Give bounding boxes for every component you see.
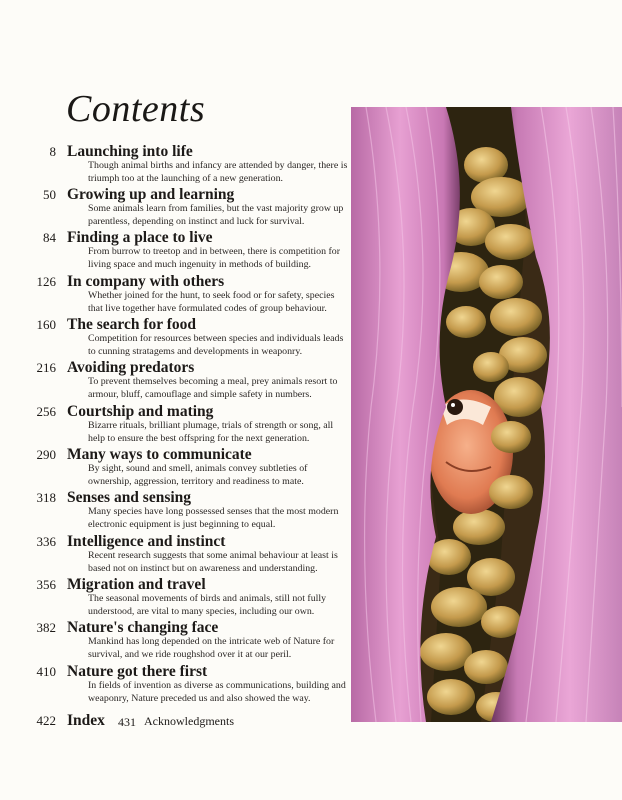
toc-heading[interactable]: Avoiding predators	[67, 359, 195, 376]
acknowledgments-label[interactable]: Acknowledgments	[144, 714, 234, 728]
toc-description: Bizarre rituals, brilliant plumage, trials of strength or song, all help to ensure the best offspring for the next generation.	[88, 420, 334, 444]
toc-description: Whether joined for the hunt, to seek food or for safety, species that live together have formulated codes of group behaviour.	[88, 290, 335, 314]
toc-page-number: 256	[36, 404, 56, 419]
toc-page-number: 382	[36, 620, 56, 635]
toc-page-number: 336	[36, 534, 56, 549]
toc-page-number: 50	[43, 187, 56, 202]
toc-description: Recent research suggests that some animal behaviour at least is based not on instinct but on awareness and understanding.	[88, 550, 338, 574]
toc-description: Many species have long possessed senses that the most modern electronic equipment is just beginning to equal.	[88, 506, 339, 530]
toc-page-number: 410	[36, 664, 56, 679]
toc-description: Competition for resources between species and individuals leads to cunning stratagems and developments in weaponry.	[88, 333, 344, 357]
toc-heading[interactable]: The search for food	[67, 316, 197, 333]
toc-description: Though animal births and infancy are attended by danger, there is triumph too at the launching of a new generation.	[88, 160, 348, 184]
acknowledgments-page-number: 431	[118, 715, 136, 729]
toc-page-number: 216	[36, 360, 56, 375]
toc-description: In fields of invention as diverse as communications, building and weaponry, Nature preceded us and also showed the way.	[88, 680, 346, 704]
toc-description: From burrow to treetop and in between, there is competition for living space and much ingenuity in methods of building.	[88, 246, 341, 270]
toc-description: Some animals learn from families, but the vast majority grow up parentless, depending on instinct and luck for survival.	[88, 203, 344, 227]
toc-heading[interactable]: In company with others	[67, 273, 225, 290]
toc-page-number: 84	[43, 230, 56, 245]
toc-page-number: 8	[49, 144, 56, 159]
toc-description: Mankind has long depended on the intricate web of Nature for survival, and we ride roughshod over it at our peril.	[88, 636, 335, 660]
index-page-number: 422	[36, 713, 56, 728]
toc-heading[interactable]: Intelligence and instinct	[67, 533, 226, 550]
toc-page-number: 318	[36, 490, 56, 505]
toc-page-number: 356	[36, 577, 56, 592]
toc-page-number: 290	[36, 447, 56, 462]
toc-heading[interactable]: Many ways to communicate	[67, 446, 252, 463]
toc-heading[interactable]: Growing up and learning	[67, 186, 235, 203]
toc-page-number: 126	[36, 274, 56, 289]
toc-heading[interactable]: Courtship and mating	[67, 403, 214, 420]
toc-page-number: 160	[36, 317, 56, 332]
toc-heading[interactable]: Nature got there first	[67, 663, 208, 680]
page-title: Contents	[66, 88, 206, 130]
toc-description: By sight, sound and smell, animals convey subtleties of ownership, aggression, territory and readiness to mate.	[88, 463, 308, 487]
toc-description: To prevent themselves becoming a meal, prey animals resort to armour, bluff, camouflage and simple safety in numbers.	[88, 376, 338, 400]
toc-heading[interactable]: Finding a place to live	[67, 229, 213, 246]
toc-heading[interactable]: Senses and sensing	[67, 489, 192, 506]
index-heading[interactable]: Index	[67, 712, 105, 729]
index-row[interactable]	[0, 712, 345, 732]
toc-heading[interactable]: Migration and travel	[67, 576, 206, 593]
toc-description: The seasonal movements of birds and animals, still not fully understood, are vital to many species, including our own.	[88, 593, 327, 617]
toc-heading[interactable]: Nature's changing face	[67, 619, 219, 636]
toc-heading[interactable]: Launching into life	[67, 143, 193, 160]
anemonefish-photo	[351, 107, 622, 722]
